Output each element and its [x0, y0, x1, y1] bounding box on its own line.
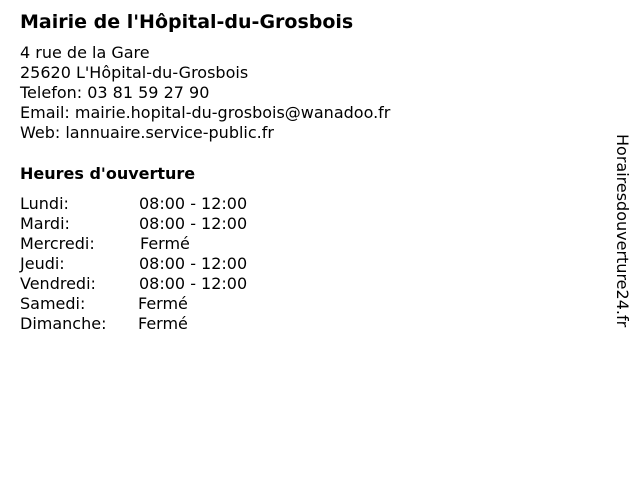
address-city: 25620 L'Hôpital-du-Grosbois	[20, 63, 249, 82]
hours-heading: Heures d'ouverture	[20, 164, 196, 183]
time-value: Fermé	[140, 234, 190, 253]
address-block	[20, 43, 390, 143]
address-street: 4 rue de la Gare	[20, 43, 150, 62]
time-value: Fermé	[138, 294, 188, 313]
day-label: Mardi:	[20, 214, 70, 233]
day-label: Mercredi:	[20, 234, 95, 253]
day-label: Jeudi:	[20, 254, 65, 273]
time-value: Fermé	[138, 314, 188, 333]
day-label: Lundi:	[20, 194, 69, 213]
phone-line: Telefon: 03 81 59 27 90	[20, 83, 210, 102]
site-watermark-text: Horairesdouverture24.fr	[613, 134, 632, 328]
web-line: Web: lannuaire.service-public.fr	[20, 123, 274, 142]
time-value: 08:00 - 12:00	[139, 214, 248, 233]
page-title: Mairie de l'Hôpital-du-Grosbois	[20, 11, 354, 33]
day-label: Samedi:	[20, 294, 86, 313]
time-value: 08:00 - 12:00	[139, 254, 248, 273]
site-watermark	[612, 134, 632, 374]
time-value: 08:00 - 12:00	[139, 274, 248, 293]
time-value: 08:00 - 12:00	[139, 194, 248, 213]
day-label: Dimanche:	[20, 314, 107, 333]
day-label: Vendredi:	[20, 274, 96, 293]
email-line: Email: mairie.hopital-du-grosbois@wanadoo.fr	[20, 103, 391, 122]
